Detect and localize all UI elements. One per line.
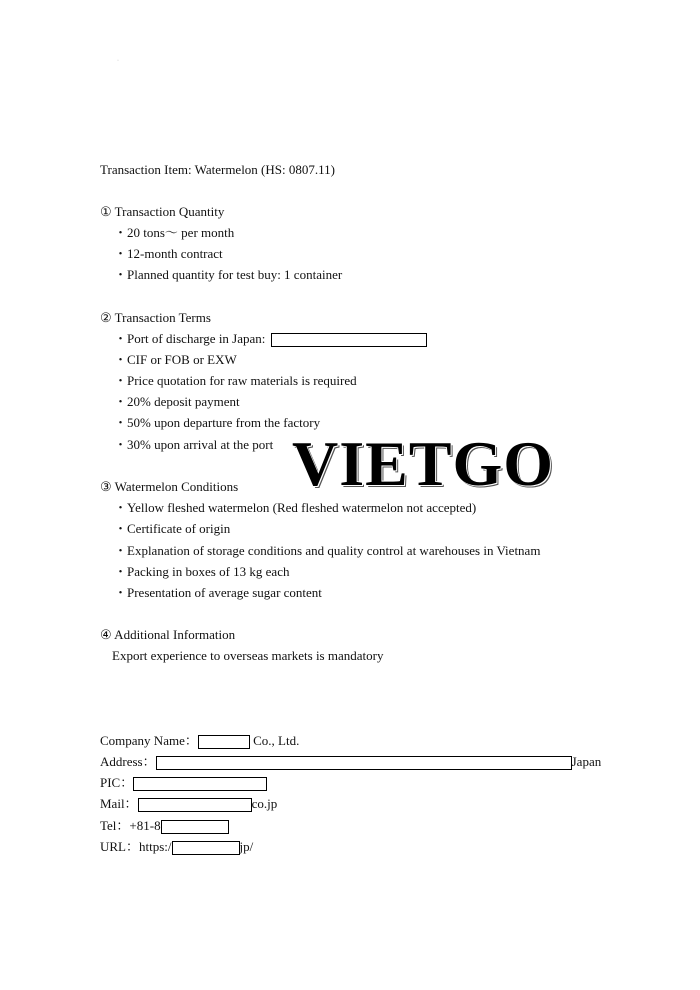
conditions-item: ・Yellow fleshed watermelon (Red fleshed watermelon not accepted) [114,500,477,515]
additional-heading: ④ Additional Information [100,627,236,642]
transaction-item: Transaction Item: Watermelon (HS: 0807.11) [100,162,335,177]
pic-row [100,775,267,791]
redacted-pic [133,777,267,791]
url-row [100,839,253,855]
quantity-item: ・12-month contract [114,246,223,261]
company-label: Company Name： [100,733,198,748]
address-row [100,754,601,770]
redacted-company [198,735,250,749]
mail-row [100,796,277,812]
url-label: URL：https:/ [100,839,172,854]
terms-item: ・30% upon arrival at the port [114,437,274,452]
vietgo-watermark: VIETGO [292,428,555,499]
company-suffix: Co., Ltd. [249,733,300,748]
port-of-discharge [114,331,427,347]
port-label: ・Port of discharge in Japan: [114,331,269,346]
redacted-port [271,333,427,347]
conditions-heading: ③ Watermelon Conditions [100,479,239,494]
redacted-mail [138,798,252,812]
address-suffix: Japan [571,754,602,769]
conditions-item: ・Presentation of average sugar content [114,585,322,600]
conditions-item: ・Explanation of storage conditions and quality control at warehouses in Vietnam [114,543,541,558]
terms-item: ・CIF or FOB or EXW [114,352,237,367]
mail-suffix: co.jp [251,796,278,811]
conditions-item: ・Certificate of origin [114,521,231,536]
quantity-item: ・Planned quantity for test buy: 1 container [114,267,343,282]
terms-item: ・50% upon departure from the factory [114,415,321,430]
mail-label: Mail： [100,796,138,811]
quantity-heading: ① Transaction Quantity [100,204,225,219]
company-name-row [100,733,299,749]
tel-row [100,818,229,834]
scan-speck: · [117,58,119,64]
redacted-address [156,756,572,770]
additional-text: Export experience to overseas markets is mandatory [112,648,384,663]
tel-label: Tel：+81-8 [100,818,161,833]
address-label: Address： [100,754,156,769]
quantity-item: ・20 tons～ per month [114,225,235,240]
redacted-url [172,841,240,855]
terms-heading: ② Transaction Terms [100,310,211,325]
pic-label: PIC： [100,775,134,790]
redacted-tel [161,820,229,834]
url-suffix: jp/ [239,839,254,854]
conditions-item: ・Packing in boxes of 13 kg each [114,564,290,579]
terms-item: ・Price quotation for raw materials is required [114,373,357,388]
terms-item: ・20% deposit payment [114,394,240,409]
